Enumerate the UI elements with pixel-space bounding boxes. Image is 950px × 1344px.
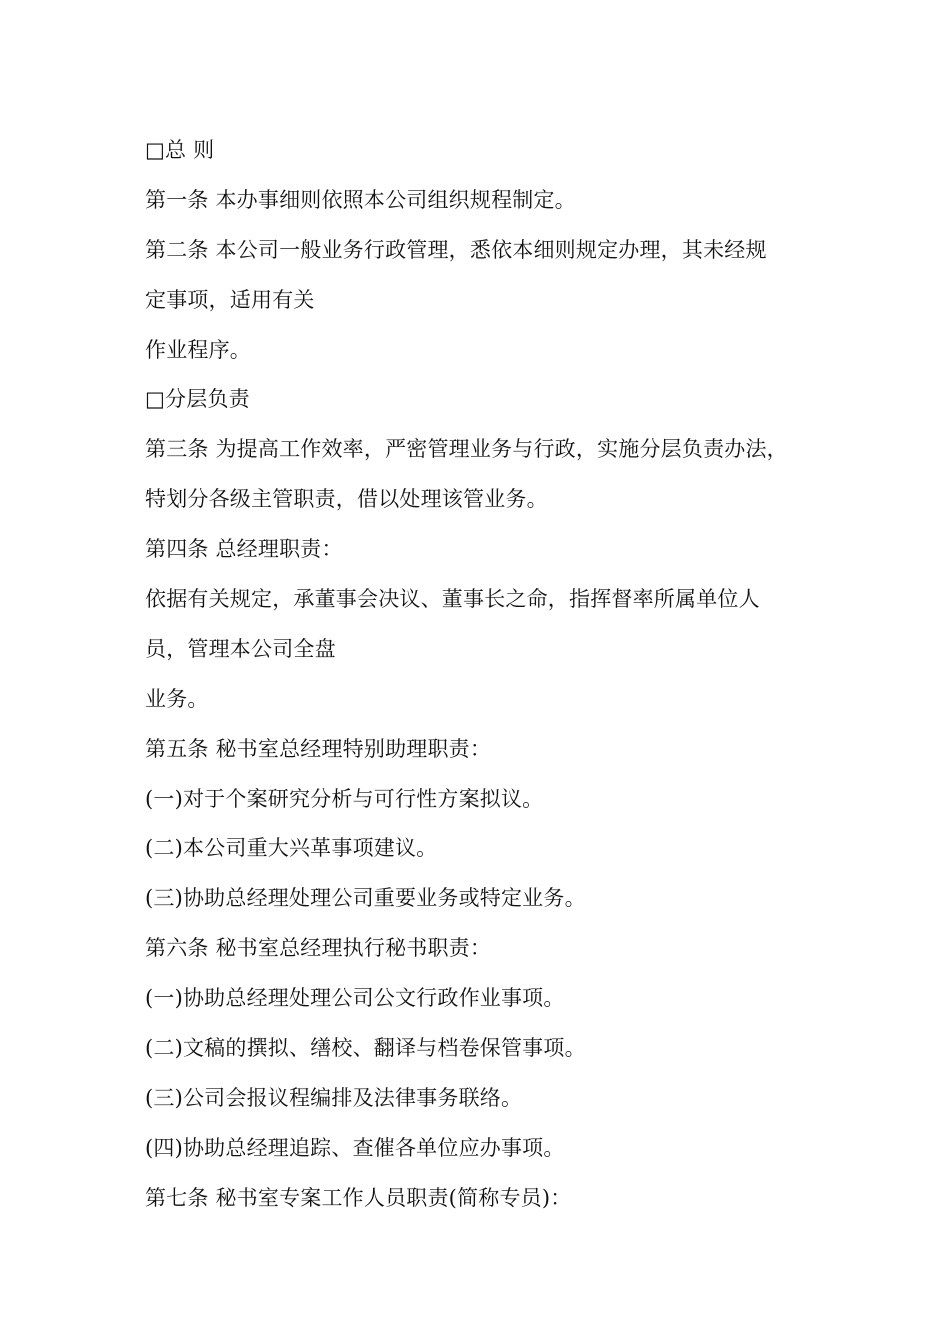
article-4-line-2: 员，管理本公司全盘 xyxy=(145,636,336,661)
section-heading-general: □总 则 xyxy=(145,138,215,162)
article-7-heading: 第七条 秘书室专案工作人员职责(简称专员)： xyxy=(145,1185,572,1210)
article-5-item-1: (一)对于个案研究分析与可行性方案拟议。 xyxy=(145,786,544,811)
article-2-line-1: 第二条 本公司一般业务行政管理，悉依本细则规定办理，其未经规 xyxy=(145,237,767,262)
article-4-heading: 第四条 总经理职责： xyxy=(145,537,343,562)
article-6-heading: 第六条 秘书室总经理执行秘书职责： xyxy=(145,936,492,961)
article-4-line-1: 依据有关规定，承董事会决议、董事长之命，指挥督率所属单位人 xyxy=(145,587,760,612)
article-3-line-2: 特划分各级主管职责，借以处理该管业务。 xyxy=(145,487,548,512)
article-1: 第一条 本办事细则依照本公司组织规程制定。 xyxy=(145,187,576,212)
article-5-heading: 第五条 秘书室总经理特别助理职责： xyxy=(145,736,492,761)
article-3-line-1: 第三条 为提高工作效率，严密管理业务与行政，实施分层负责办法， xyxy=(145,437,788,462)
article-4-line-3: 业务。 xyxy=(145,686,209,711)
article-6-item-2: (二)文稿的撰拟、缮校、翻译与档卷保管事项。 xyxy=(145,1036,586,1061)
article-2-line-2: 定事项，适用有关 xyxy=(145,287,315,312)
article-6-item-4: (四)协助总经理追踪、查催各单位应办事项。 xyxy=(145,1135,565,1160)
article-6-item-1: (一)协助总经理处理公司公文行政作业事项。 xyxy=(145,986,565,1011)
article-6-item-3: (三)公司会报议程编排及法律事务联络。 xyxy=(145,1085,523,1110)
section-heading-layered-responsibility: □分层负责 xyxy=(145,387,250,412)
article-5-item-3: (三)协助总经理处理公司重要业务或特定业务。 xyxy=(145,886,586,911)
document-body xyxy=(145,126,835,1224)
article-5-item-2: (二)本公司重大兴革事项建议。 xyxy=(145,836,438,861)
article-2-line-3: 作业程序。 xyxy=(145,337,251,362)
